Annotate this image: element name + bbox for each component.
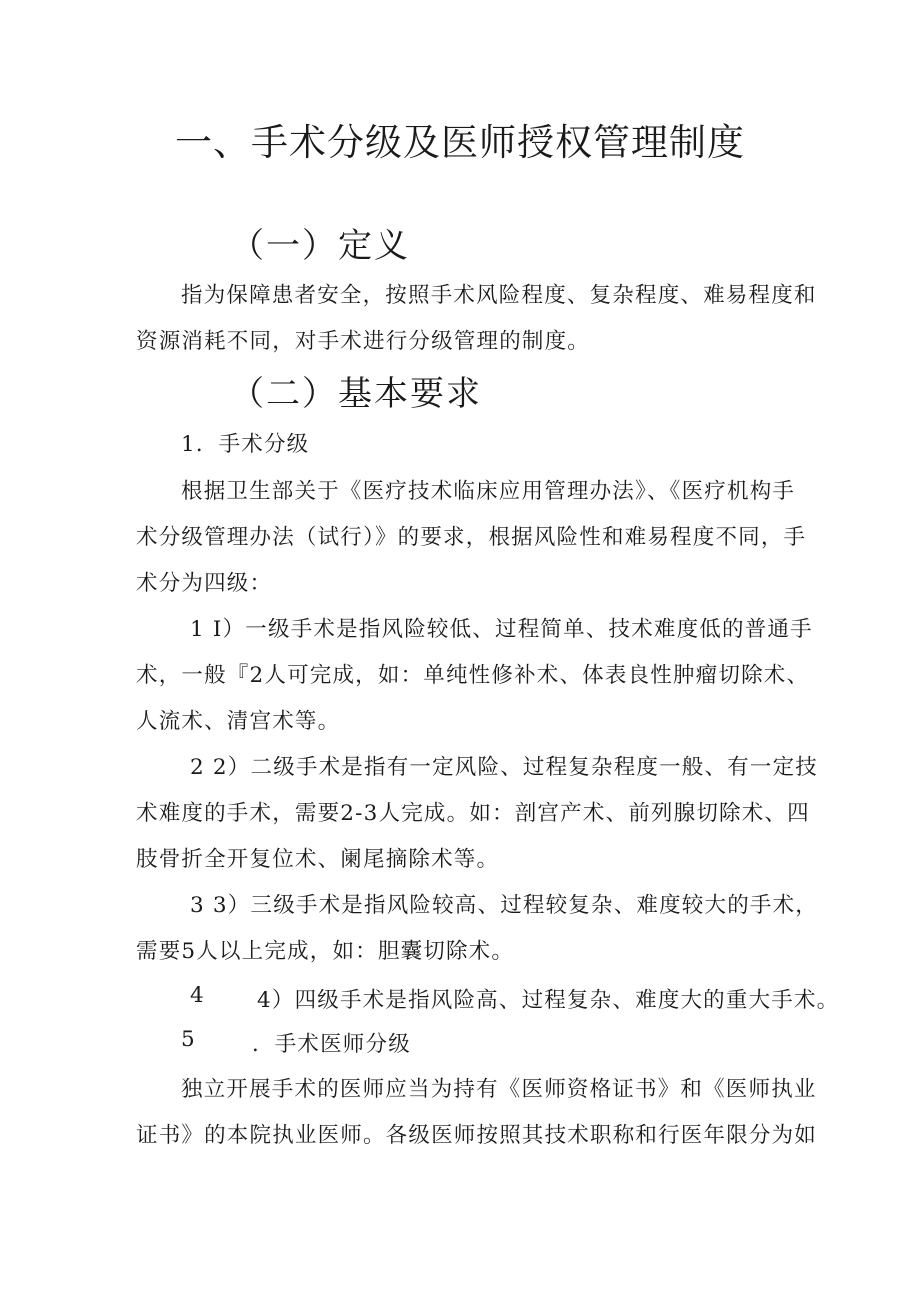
paragraph-line: 指为保障患者安全，按照手术风险程度、复杂程度、难易程度和 bbox=[181, 283, 817, 308]
list-item-line: 2 2）二级手术是指有一定风险、过程复杂程度一般、有一定技 bbox=[190, 755, 818, 780]
paragraph-line: 独立开展手术的医师应当为持有《医师资格证书》和《医师执业 bbox=[181, 1077, 817, 1102]
section-heading-definition: （一）定义 bbox=[230, 226, 410, 266]
paragraph-line: 根据卫生部关于《医疗技术临床应用管理办法》、《医疗机构手 bbox=[181, 479, 796, 504]
item-number: 5 bbox=[181, 1027, 196, 1052]
list-item-line: 需要5人以上完成，如：胆囊切除术。 bbox=[136, 939, 515, 964]
paragraph-line: 术分级管理办法（试行）》的要求，根据风险性和难易程度不同，手 bbox=[136, 525, 807, 550]
list-item-line: 肢骨折全开复位术、阑尾摘除术等。 bbox=[136, 847, 500, 872]
list-item-number: 4 bbox=[190, 983, 205, 1008]
list-item-line: 人流术、清宫术等。 bbox=[136, 709, 341, 734]
item-heading: 1．手术分级 bbox=[181, 432, 310, 457]
item-heading: ．手术医师分级 bbox=[252, 1032, 411, 1057]
paragraph-line: 术分为四级： bbox=[136, 571, 273, 596]
list-item-line: 4）四级手术是指风险高、过程复杂、难度大的重大手术。 bbox=[257, 988, 840, 1013]
list-item-line: 1 I）一级手术是指风险较低、过程简单、技术难度低的普通手 bbox=[190, 617, 813, 642]
list-item-line: 3 3）三级手术是指风险较高、过程较复杂、难度较大的手术， bbox=[190, 893, 818, 918]
page-title: 一、手术分级及医师授权管理制度 bbox=[175, 121, 745, 164]
paragraph-line: 资源消耗不同，对手术进行分级管理的制度。 bbox=[136, 329, 591, 354]
paragraph-line: 证书》的本院执业医师。各级医师按照其技术职称和行医年限分为如 bbox=[136, 1123, 818, 1148]
section-heading-requirements: （二）基本要求 bbox=[230, 374, 482, 414]
list-item-line: 术，一般『2人可完成，如：单纯性修补术、体表良性肿瘤切除术、 bbox=[136, 663, 810, 688]
list-item-line: 术难度的手术，需要2-3人完成。如：剖宫产术、前列腺切除术、四 bbox=[136, 801, 810, 826]
